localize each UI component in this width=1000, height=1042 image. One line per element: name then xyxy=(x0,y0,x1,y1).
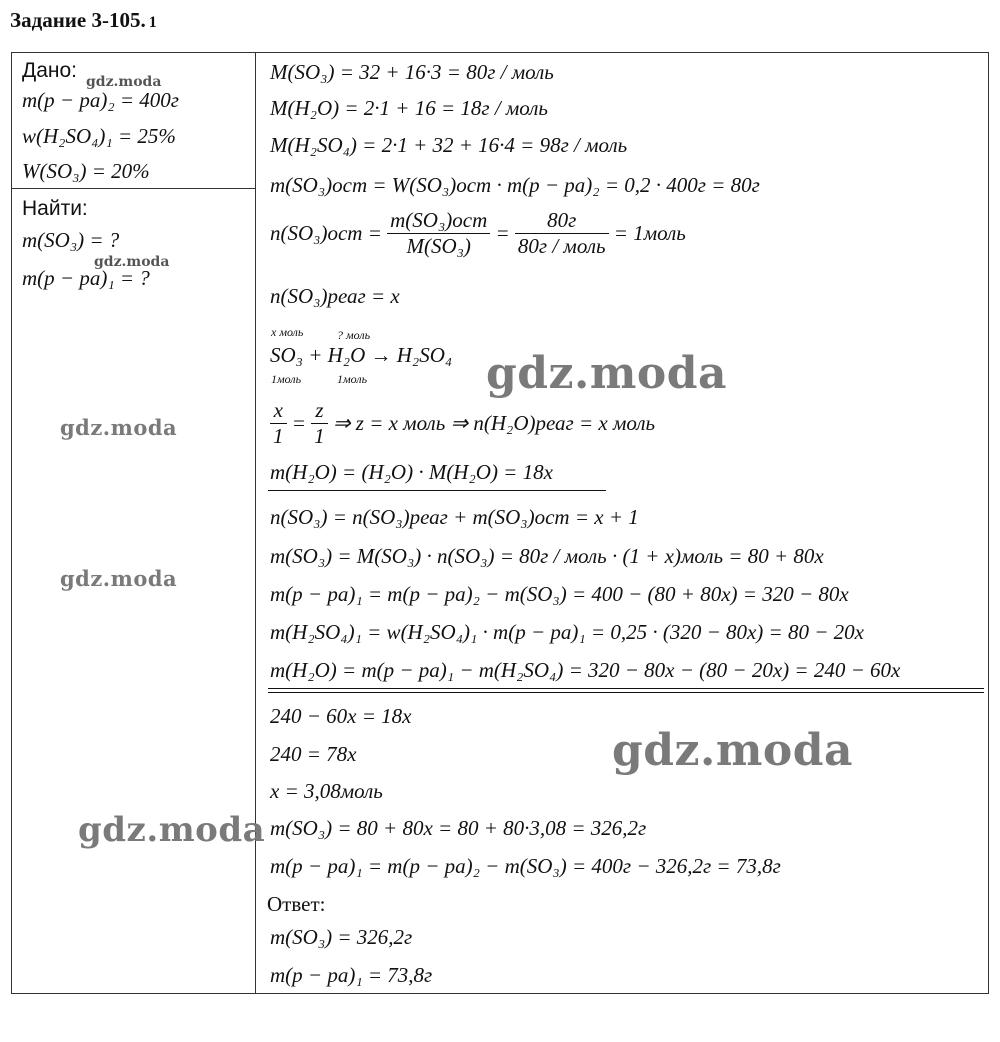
solution-line-11: m(SO₃) = M(SO₃) · n(SO₃) = 80г / моль · (1 + x)моль = 80 + 80x xyxy=(270,544,824,568)
task-title: Задание 3-105. 1 xyxy=(10,8,157,32)
given-line-3: W(SO₃) = 20% xyxy=(22,159,150,183)
answer-line-2: m(p − pa)₁ = 73,8г xyxy=(270,963,433,987)
solution-line-2: M(H₂O) = 2·1 + 16 = 18г / моль xyxy=(270,96,548,120)
watermark-left-2: gdz.moda xyxy=(60,566,178,591)
solution-line-9: m(H₂O) = (H₂O) · M(H₂O) = 18x xyxy=(270,460,553,484)
watermark-center-2: gdz.moda xyxy=(612,725,854,776)
reaction-annotation-bottom-right: 1моль xyxy=(337,372,368,386)
solution-line-8: $\frac{x}{1}$ = $\frac{z}{1}$ ⇒ z = x моль ⇒ n(H₂O)реаг = x моль xyxy=(270,400,655,447)
solution-line-6: n(SO₃)реаг = x xyxy=(270,284,400,308)
solution-line-17: x = 3,08моль xyxy=(270,779,383,803)
answer-line-1: m(SO₃) = 326,2г xyxy=(270,925,413,949)
reaction-annotation-top-right: ? моль xyxy=(337,328,371,342)
underline xyxy=(268,490,606,491)
given-find-divider xyxy=(11,188,256,189)
solution-line-10: n(SO₃) = n(SO₃)реаг + m(SO₃)ост = x + 1 xyxy=(270,505,639,529)
find-line-2: m(p − pa)₁ = ? xyxy=(22,266,150,290)
solution-line-19: m(p − pa)₁ = m(p − pa)₂ − m(SO₃) = 400г − 326,2г = 73,8г xyxy=(270,854,781,878)
solution-line-18: m(SO₃) = 80 + 80x = 80 + 80·3,08 = 326,2г xyxy=(270,816,647,840)
reaction-annotation-bottom-left: 1моль xyxy=(271,372,302,386)
find-label: Найти: xyxy=(22,197,88,220)
solution-line-14: m(H₂O) = m(p − pa)₁ − m(H₂SO₄) = 320 − 80x − (80 − 20x) = 240 − 60x xyxy=(270,658,901,682)
double-underline-top xyxy=(268,688,984,689)
solution-line-5: n(SO₃)ост = $\frac{\text{m(SO₃)ост}}{\text{M(SO₃)}}$ = $\frac{80г}{\text{80г / моль}}$ = 1моль xyxy=(270,208,686,258)
fraction-1: $\frac{\text{m(SO₃)ост}}{\text{M(SO₃)}}$ xyxy=(387,210,490,257)
given-line-1: m(p − pa)₂ = 400г xyxy=(22,88,179,112)
solution-line-15: 240 − 60x = 18x xyxy=(270,704,412,728)
solution-line-12: m(p − pa)₁ = m(p − pa)₂ − m(SO₃) = 400 − (80 + 80x) = 320 − 80x xyxy=(270,582,849,606)
solution-line-16: 240 = 78x xyxy=(270,742,357,766)
solution-line-4: m(SO₃)ост = W(SO₃)ост · m(p − pa)₂ = 0,2 · 400г = 80г xyxy=(270,173,760,197)
watermark-left-3: gdz.moda xyxy=(78,810,266,850)
fraction-2: $\frac{80г}{\text{80г / моль}}$ xyxy=(515,210,609,257)
watermark-small-2: gdz.moda xyxy=(94,254,170,270)
fraction-z: $\frac{z}{1}$ xyxy=(311,400,328,447)
fraction-x: $\frac{x}{1}$ xyxy=(270,400,287,447)
watermark-left-1: gdz.moda xyxy=(60,415,178,440)
find-line-1: m(SO₃) = ? xyxy=(22,228,120,252)
solution-line-13: m(H₂SO₄)₁ = w(H₂SO₄)₁ · m(p − pa)₁ = 0,25 · (320 − 80x) = 80 − 20x xyxy=(270,620,864,644)
reaction-equation: SO₃ + H₂O → H₂SO₄ xyxy=(270,343,453,367)
solution-line-3: M(H₂SO₄) = 2·1 + 32 + 16·4 = 98г / моль xyxy=(270,133,628,157)
reaction-annotation-top-left: x моль xyxy=(271,325,304,339)
double-underline-bottom xyxy=(268,692,984,693)
column-divider xyxy=(255,52,256,994)
watermark-small-1: gdz.moda xyxy=(86,74,162,90)
given-label: Дано: xyxy=(22,59,78,82)
given-line-2: w(H₂SO₄)₁ = 25% xyxy=(22,124,176,148)
watermark-center-1: gdz.moda xyxy=(486,348,728,399)
solution-line-1: M(SO₃) = 32 + 16·3 = 80г / моль xyxy=(270,60,554,84)
answer-label: Ответ: xyxy=(267,892,326,916)
